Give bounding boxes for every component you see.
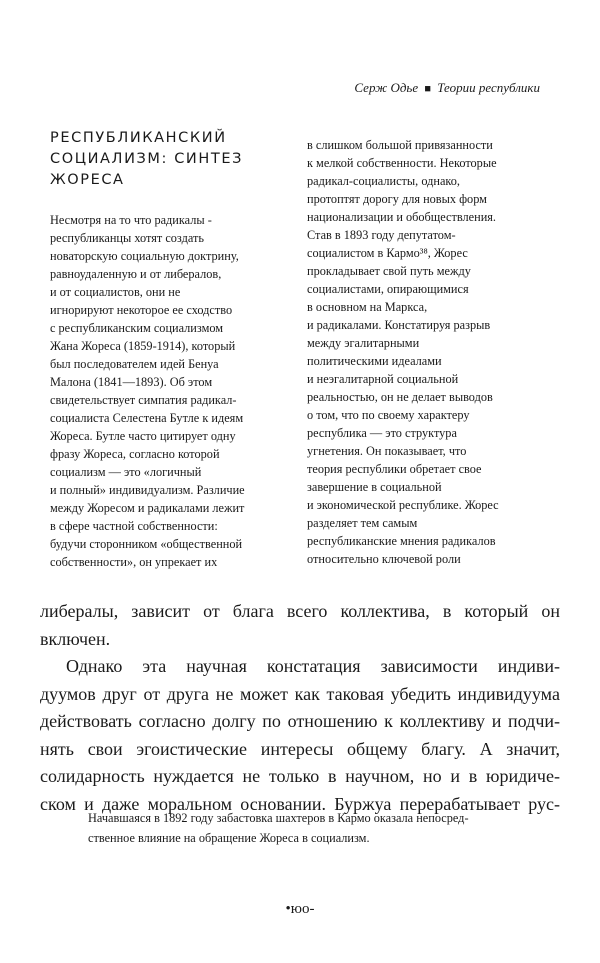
- main-word: индиви-: [497, 656, 560, 676]
- col2-line: прокладывает свой путь между: [307, 264, 471, 278]
- main-word: научном,: [345, 766, 415, 786]
- main-word: перерабатывает: [399, 793, 520, 814]
- main-word: научная: [186, 656, 247, 676]
- running-header: [0, 80, 600, 96]
- main-word: как: [294, 683, 320, 704]
- main-line: [40, 653, 560, 681]
- main-word: может: [239, 683, 288, 704]
- main-word: А: [479, 738, 493, 759]
- footnote-line: ственное влияние на обращение Жореса в социализм.: [88, 831, 370, 845]
- main-word: индивидуума: [457, 683, 560, 704]
- sidebar-line: Малона (1841—1893). Об этом: [50, 375, 213, 389]
- col2-line: о том, что по своему характеру: [307, 408, 470, 422]
- main-word: всего: [286, 601, 328, 621]
- col2-line: и экономической республике. Жорес: [307, 498, 499, 512]
- sidebar-title-line: СОЦИАЛИЗМ: СИНТЕЗ: [50, 151, 244, 167]
- main-word: действовать: [40, 711, 132, 731]
- main-word: согласно: [138, 711, 206, 731]
- col2-line: протоптят дорогу для новых форм: [307, 192, 487, 206]
- main-word: зависимости: [380, 656, 478, 676]
- sidebar-body: [50, 211, 275, 571]
- sidebar-title-line: РЕСПУБЛИКАНСКИЙ: [50, 130, 227, 146]
- main-word: эгоистические: [136, 738, 248, 759]
- sidebar-line: был последователем идей Бенуа: [50, 357, 219, 371]
- col2-line: социалистами, опирающимися: [307, 282, 469, 296]
- main-word: дуумов: [40, 683, 96, 704]
- page-number: •юо-: [285, 901, 315, 917]
- main-word: убедить: [390, 683, 451, 704]
- main-word: эта: [142, 656, 167, 676]
- main-word: констатация: [266, 656, 361, 676]
- col2-line: завершение в социальной: [307, 480, 442, 494]
- sidebar-line: в сфере частной собственности:: [50, 519, 218, 533]
- col2-line: и неэгалитарной социальной: [307, 372, 459, 386]
- main-body-text: [40, 598, 560, 818]
- main-word: Однако: [66, 656, 123, 676]
- main-line: [40, 626, 560, 654]
- header-book-title: Теории республики: [437, 80, 540, 95]
- main-word: таковая: [326, 683, 384, 704]
- main-word: коллектива,: [340, 601, 430, 621]
- main-word: ском: [40, 793, 76, 814]
- main-line: [40, 708, 560, 736]
- footnote: [88, 808, 558, 848]
- main-word: нуждается: [153, 766, 234, 786]
- col2-line: республика — это структура: [307, 426, 457, 440]
- col2-line: разделяет тем самым: [307, 516, 418, 530]
- main-word: который: [464, 601, 529, 621]
- main-word: общему: [347, 738, 408, 759]
- sidebar-line: и полный» индивидуализм. Различие: [50, 483, 245, 497]
- main-word: блага: [232, 601, 274, 621]
- footnote-line: Начавшаяся в 1892 году забастовка шахтеров в Кармо оказала непосред-: [88, 811, 469, 825]
- sidebar-line: равноудаленную и от либералов,: [50, 267, 222, 281]
- col2-line: и радикалами. Констатируя разрыв: [307, 318, 491, 332]
- main-line: [40, 736, 560, 764]
- main-word: в: [442, 601, 452, 621]
- sidebar-line: Несмотря на то что радикалы -: [50, 213, 212, 227]
- main-word: к: [384, 711, 393, 731]
- main-word: коллективу: [399, 711, 486, 731]
- sidebar-line: новаторскую социальную доктрину,: [50, 249, 239, 263]
- main-word: не: [215, 683, 234, 704]
- col2-line: национализации и обобществления.: [307, 210, 497, 224]
- main-word: по: [262, 711, 281, 731]
- col2-line: теория республики обретает свое: [307, 462, 482, 476]
- main-word: значит,: [506, 738, 560, 759]
- main-word: только: [268, 766, 320, 786]
- main-word: юридиче-: [486, 766, 560, 786]
- main-word: либералы,: [40, 601, 119, 621]
- sidebar-line: республиканцы хотят создать: [50, 231, 204, 245]
- main-word: долгу: [212, 711, 256, 731]
- sidebar-line: с республиканским социализмом: [50, 321, 224, 335]
- main-word: в: [328, 766, 337, 786]
- col2-line: между эгалитарными: [307, 336, 420, 350]
- main-word: отношению: [287, 711, 378, 731]
- main-word: и: [450, 766, 461, 786]
- main-word: от: [203, 601, 220, 621]
- sidebar-box: [50, 128, 275, 571]
- sidebar-line: и от социалистов, они не: [50, 285, 181, 299]
- sidebar-continuation: [307, 136, 557, 568]
- sidebar-title-line: ЖОРЕСА: [50, 172, 125, 188]
- main-word: в: [468, 766, 478, 786]
- main-word: свои: [87, 738, 123, 759]
- main-word: не: [242, 766, 261, 786]
- main-word: моральном: [147, 793, 233, 814]
- main-word: благу.: [421, 738, 466, 759]
- sidebar-line: социалиста Селестена Бутле к идеям: [50, 411, 244, 425]
- col2-line: угнетения. Он показывает, что: [307, 444, 467, 458]
- col2-line: к мелкой собственности. Некоторые: [307, 156, 497, 170]
- col2-line: радикал-социалисты, однако,: [307, 174, 460, 188]
- main-word: и: [491, 711, 502, 731]
- col2-line: политическими идеалами: [307, 354, 442, 368]
- col2-line: социалистом в Кармо³⁸, Жорес: [307, 246, 468, 260]
- main-word: солидарность: [40, 766, 145, 786]
- main-word: зависит: [131, 601, 191, 621]
- sidebar-line: социализм — это «логичный: [50, 465, 202, 479]
- main-word: рус-: [528, 793, 560, 814]
- sidebar-line: будучи сторонником «общественной: [50, 537, 243, 551]
- sidebar-line: между Жоресом и радикалами лежит: [50, 501, 245, 515]
- main-line: [40, 681, 560, 709]
- sidebar-line: Жана Жореса (1859-1914), который: [50, 339, 236, 353]
- main-word: друга: [166, 683, 210, 704]
- main-word: нять: [40, 738, 74, 759]
- main-word: но: [423, 766, 442, 786]
- main-word: Буржуа: [334, 793, 392, 814]
- sidebar-line: фразу Жореса, согласно которой: [50, 447, 220, 461]
- main-word: основании.: [240, 793, 327, 814]
- col2-line: в слишком большой привязанности: [307, 138, 493, 152]
- header-separator: ■: [424, 83, 432, 95]
- sidebar-line: собственности», он упрекает их: [50, 555, 218, 569]
- main-word: и: [84, 793, 94, 814]
- main-word: он: [541, 601, 560, 621]
- main-word: от: [143, 683, 161, 704]
- sidebar-title: [50, 128, 275, 191]
- header-author: Серж Одье: [354, 80, 419, 95]
- col2-line: Став в 1893 году депутатом-: [307, 228, 456, 242]
- col2-line: реальностью, он не делает выводов: [307, 390, 493, 404]
- main-word: интересы: [260, 738, 334, 759]
- sidebar-line: игнорируют некоторое ее сходство: [50, 303, 233, 317]
- sidebar-line: свидетельствует симпатия радикал-: [50, 393, 237, 407]
- sidebar-line: Жореса. Бутле часто цитирует одну: [50, 429, 236, 443]
- main-word: подчи-: [508, 711, 560, 731]
- main-word: друг: [102, 683, 137, 704]
- main-line: [40, 598, 560, 626]
- main-word: включен.: [40, 628, 111, 649]
- main-line: [40, 763, 560, 791]
- col2-line: в основном на Маркса,: [307, 300, 428, 314]
- main-word: даже: [102, 793, 140, 814]
- col2-line: республиканские мнения радикалов: [307, 534, 496, 548]
- col2-line: относительно ключевой роли: [307, 552, 461, 566]
